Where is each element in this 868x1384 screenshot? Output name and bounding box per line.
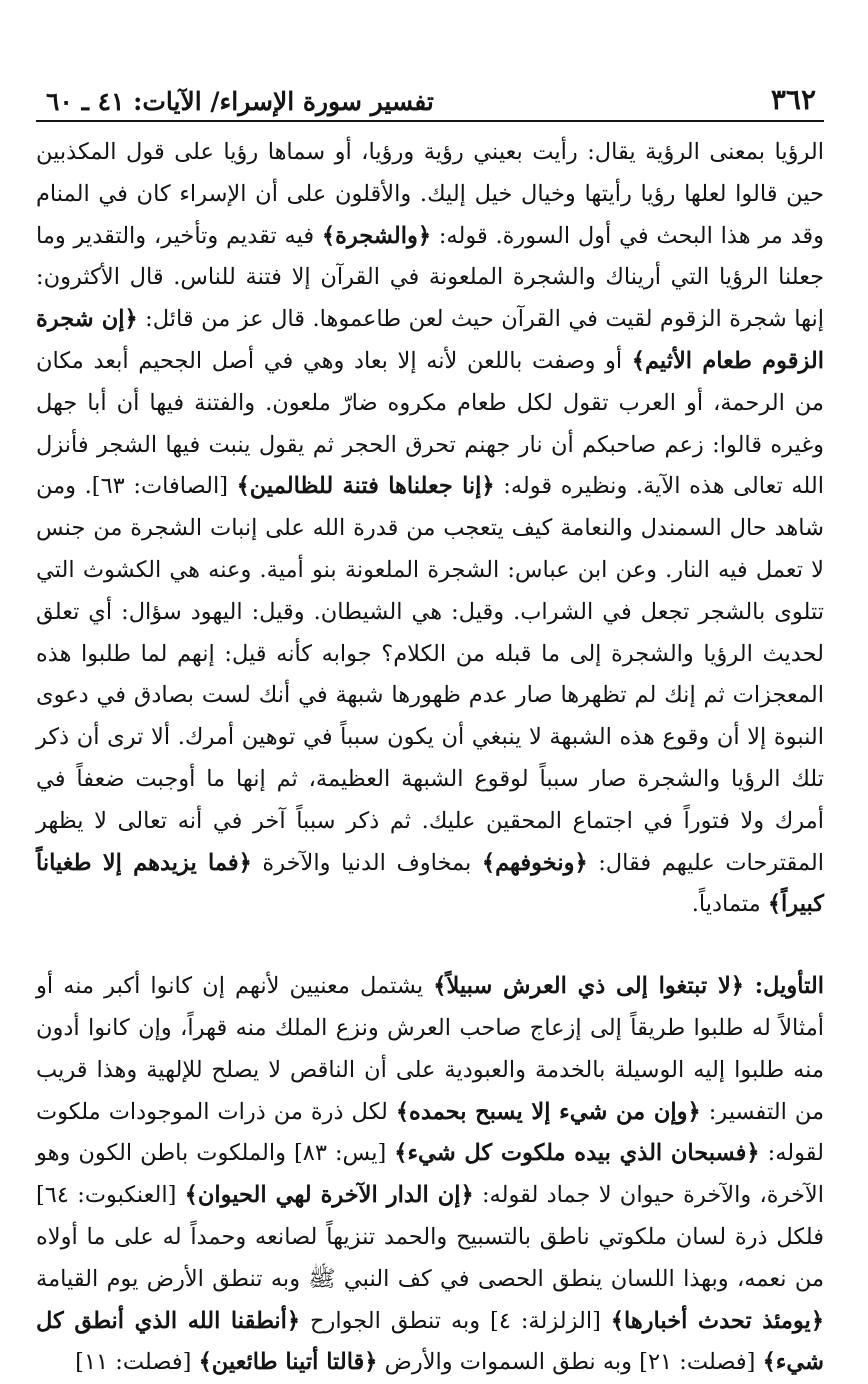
- page-header: [36, 72, 824, 120]
- body-text-run: [فصلت: ١١]: [75, 1349, 199, 1376]
- body-text-run: أو وصفت باللعن لأنه إلا بعاد وهي في أصل الجحيم أبعد مكان من الرحمة، أو العرب تقول لكل طعام مكروه ضارّ ملعون. والفتنة فيها أن أبا جهل وغيره قالوا: زعم صاحبكم أن نار جهنم تحرق الحجر ثم يقول ينبت فيها الشجر فأنزل الله تعالى هذه الآية. ونظيره قوله:: [36, 347, 824, 500]
- quote-text: ﴿ونخوفهم﴾: [481, 849, 588, 876]
- body-text-run: يشتمل معنيين لأنهم إن كانوا أكبر منه أو أمثالاً له طلبوا طريقاً إلى إزعاج صاحب العرش ونزع الملك منه قهراً، وإن كانوا أدون منه طلبوا إليه الوسيلة بالخدمة والعبودية على أن الناقص لا يصلح للإلهية وهذا قريب من التفسير:: [36, 973, 825, 1125]
- quote-text: ﴿يومئذ تحدث أخبارها﴾: [610, 1307, 825, 1334]
- body-text-run: متمادياً.: [691, 891, 768, 918]
- quote-text: التأويل:: [744, 973, 824, 1000]
- body-text-run: [العنكبوت: ٦٤] فلكل ذرة لسان ملكوتي ناطق بالتسبيح والحمد تنزيهاً لصانعه وحمداً له على ما أولاه من نعمه، وبهذا اللسان ينطق الحصى في كف النبي ﷺ وبه تنطق الأرض يوم القيامة: [36, 1182, 824, 1292]
- quote-text: ﴿لا تبتغوا إلى ذي العرش سبيلاً﴾: [433, 973, 744, 1000]
- body-text-run: لكل ذرة من ذرات الموجودات ملكوت لقوله:: [36, 1098, 824, 1167]
- page-number: ٣٦٢: [770, 83, 816, 116]
- body-text-run: الرؤيا بمعنى الرؤية يقال: رأيت بعيني رؤية ورؤيا، أو سماها رؤيا على قول المكذبين حين قالوا لعلها رؤيا رأيتها وخيال خيل إليك. والأقلون على أن الإسراء كان في المنام وقد مر هذا البحث في أول السورة. قوله:: [36, 139, 824, 249]
- quote-text: ﴿فما يزيدهم إلا طغياناً كبيراً﴾: [36, 849, 824, 918]
- quote-text: ﴿فسبحان الذي بيده ملكوت كل شيء﴾: [394, 1140, 760, 1167]
- quote-text: ﴿إن الدار الآخرة لهي الحيوان﴾: [184, 1182, 474, 1209]
- paragraph: [36, 966, 824, 1384]
- quote-text: ﴿إنا جعلناها فتنة للظالمين﴾: [236, 473, 495, 500]
- body-text-run: [فصلت: ٢١] وبه نطق السموات والأرض: [377, 1349, 763, 1376]
- quote-text: ﴿والشجرة﴾: [321, 222, 432, 249]
- body-text: [36, 132, 824, 1384]
- body-text-run: [الصافات: ٦٣]. ومن شاهد حال السمندل والنعامة كيف يتعجب من قدرة الله على إنبات الشجرة من جنس لا تعمل فيه النار. وعن ابن عباس: الشجرة الملعونة بنو أمية. وعنه هي الكشوث التي تتلوى بالشجر تجعل في الشراب. وقيل: هي الشيطان. وقيل: اليهود سؤال: أي تعلق لحديث الرؤيا والشجرة إلى ما قبله من الكلام؟ جوابه كأنه قيل: إنهم لما طلبوا هذه المعجزات ثم إنك لم تظهرها صار عدم ظهورها شبهة في أنك لست بصادق في دعوى النبوة إلا أن وقوع هذه الشبهة لا ينبغي أن يكون سبباً في توهين أمرك. ألا ترى أن ذكر تلك الرؤيا والشجرة صار سبباً لوقوع الشبهة العظيمة، ثم إنها ما أوجبت ضعفاً في أمرك ولا فتوراً في اجتماع المحقين عليك. ثم ذكر سبباً آخر في أنه تعالى لا يظهر المقترحات عليهم فقال:: [36, 473, 824, 876]
- header-rule: [36, 120, 824, 122]
- paragraph: [36, 132, 824, 926]
- body-text-run: فيه تقديم وتأخير، والتقدير وما جعلنا الرؤيا التي أريناك والشجرة الملعونة في القرآن إلا فتنة للناس. قال الأكثرون: إنها شجرة الزقوم لقيت في القرآن حيث لعن طاعموها. قال عز من قائل:: [36, 222, 824, 333]
- body-text-run: [الزلزلة: ٤] وبه تنطق الجوارح: [300, 1307, 611, 1334]
- quote-text: ﴿أنطقنا الله الذي أنطق كل شيء﴾: [36, 1307, 824, 1376]
- running-title: تفسير سورة الإسراء/ الآيات: ٤١ ـ ٦٠: [46, 87, 434, 116]
- quote-text: ﴿وإن من شيء إلا يسبح بحمده﴾: [395, 1098, 701, 1125]
- quote-text: ﴿قالتا أتينا طائعين﴾: [198, 1349, 378, 1376]
- body-text-run: بمخاوف الدنيا والآخرة: [251, 849, 482, 876]
- quote-text: ﴿إن شجرة الزقوم طعام الأثيم﴾: [36, 306, 825, 374]
- body-text-run: [يس: ٨٣] والملكوت باطن الكون وهو الآخرة، والآخرة حيوان لا جماد لقوله:: [36, 1140, 824, 1209]
